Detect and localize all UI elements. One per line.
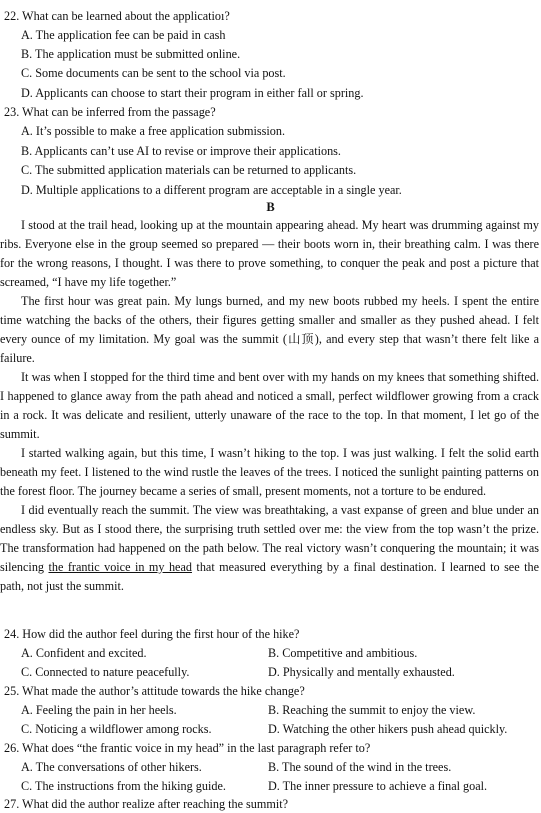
question-25-option-a: A. Feeling the pain in her heels.	[21, 703, 177, 717]
passage-paragraph-5-text-start: I did eventually reach the summit. The view was breathtaking, a vast expanse of green and blue under an endless sky. But as I stood there, the surprising truth settled over me: the view from the top wasn’t the prize. The transformation had happened on the path below. The real victory wasn’t conquering the mountain; it was silencing	[0, 503, 539, 574]
question-23-stem: 23. What can be inferred from the passage?	[4, 105, 216, 119]
question-27-stem: 27. What did the author realize after reaching the summit?	[4, 797, 289, 811]
question-26-option-a: A. The conversations of other hikers.	[21, 760, 202, 774]
underlined-phrase: the frantic voice in my head	[48, 560, 192, 574]
question-24-option-a: A. Confident and excited.	[21, 646, 147, 660]
question-26-option-b: B. The sound of the wind in the trees.	[268, 760, 452, 774]
question-25-stem: 25. What made the author’s attitude towards the hike change?	[4, 684, 305, 698]
passage-paragraph-3: It was when I stopped for the third time and bent over with my hands on my knees that something shifted. I happened to glance away from the path ahead and noticed a small, perfect wildflower growing from a crack in a rock. It was delicate and resilient, utterly unaware of the race to the top. In that moment, I let go of the summit.	[0, 370, 539, 441]
question-24-stem: 24. How did the author feel during the first hour of the hike?	[4, 627, 300, 641]
question-23-option-b: B. Applicants can’t use AI to revise or improve their applications.	[21, 144, 341, 158]
question-22-option-a: A. The application fee can be paid in cash	[21, 28, 226, 42]
question-25-option-d: D. Watching the other hikers push ahead quickly.	[268, 722, 508, 736]
question-24-option-b: B. Competitive and ambitious.	[268, 646, 418, 660]
question-22-stem: 22. What can be learned about the applicatioı?	[4, 9, 230, 23]
passage-paragraph-1: I stood at the trail head, looking up at the mountain appearing ahead. My heart was drumming against my ribs. Everyone else in the group seemed so prepared — their boots worn in, their breathing calm. I was there for the wrong reasons, I thought. I was there to prove something, to conquer the peak and post a picture that screamed, “I have my life together.”	[0, 218, 539, 289]
question-23-option-a: A. It’s possible to make a free application submission.	[21, 124, 286, 138]
question-22-option-d: D. Applicants can choose to start their program in either fall or spring.	[21, 86, 364, 100]
question-24-option-d: D. Physically and mentally exhausted.	[268, 665, 455, 679]
question-23-option-d: D. Multiple applications to a different program are acceptable in a single year.	[21, 183, 402, 197]
question-22-option-b: B. The application must be submitted online.	[21, 47, 241, 61]
passage-paragraph-5-text-end: that measured everything by a final destination. I learned to see the path, not just the summit.	[0, 560, 539, 593]
question-24-option-c: C. Connected to nature peacefully.	[21, 665, 190, 679]
question-22-option-c: C. Some documents can be sent to the school via post.	[21, 66, 286, 80]
question-26-stem: 26. What does “the frantic voice in my head” in the last paragraph refer to?	[4, 741, 371, 755]
question-26-option-c: C. The instructions from the hiking guide.	[21, 779, 226, 793]
passage-paragraph-4: I started walking again, but this time, I wasn’t hiking to the top. I was just walking. I felt the solid earth beneath my feet. I listened to the wind rustle the leaves of the trees. I noticed the sunlight painting patterns on the forest floor. The journey became a series of small, present moments, not a torture to be endured.	[0, 446, 539, 498]
passage-paragraph-2: The first hour was great pain. My lungs burned, and my new boots rubbed my heels. I spent the entire time watching the backs of the others, their figures getting smaller and smaller as they pushed ahead. I felt every ounce of my limitation. My goal was the summit (山顶), and every step that wasn’t there felt like a failure.	[0, 294, 539, 365]
question-25-option-b: B. Reaching the summit to enjoy the view.	[268, 703, 476, 717]
question-26-option-d: D. The inner pressure to achieve a final goal.	[268, 779, 488, 793]
question-25-option-c: C. Noticing a wildflower among rocks.	[21, 722, 212, 736]
question-23-option-c: C. The submitted application materials can be returned to applicants.	[21, 163, 357, 177]
passage	[0, 216, 539, 596]
section-b-heading: B	[266, 200, 275, 214]
passage-paragraph-5	[0, 501, 539, 596]
